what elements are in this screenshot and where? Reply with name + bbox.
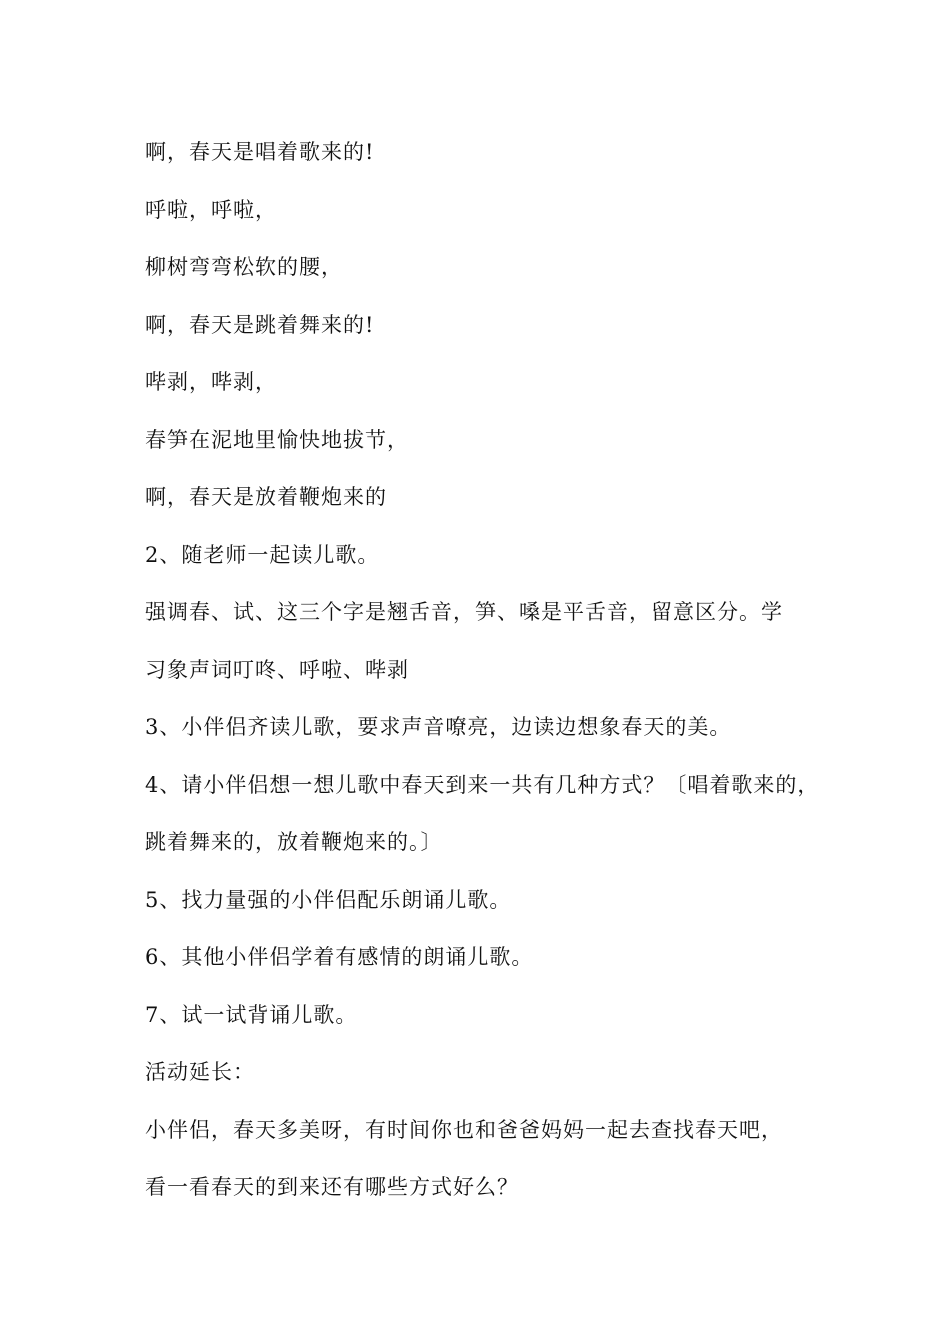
poem-line: 啊，春天是放着鞭炮来的 <box>145 485 387 509</box>
section-heading: 活动延长： <box>145 1060 255 1084</box>
poem-line: 啊，春天是跳着舞来的! <box>145 312 375 337</box>
step-item: 4、请小伴侣想一想儿歌中春天到来一共有几种方式？〔唱着歌来的， <box>145 772 820 797</box>
paragraph-line: 强调春、试、这三个字是翘舌音，笋、嗓是平舌音，留意区分。学 <box>145 600 783 624</box>
paragraph-line: 看一看春天的到来还有哪些方式好么？ <box>145 1175 519 1199</box>
step-item: 3、小伴侣齐读儿歌，要求声音嘹亮，边读边想象春天的美。 <box>145 715 732 739</box>
paragraph-line: 小伴侣，春天多美呀，有时间你也和爸爸妈妈一起去查找春天吧， <box>145 1117 783 1142</box>
document-body <box>145 130 845 1223</box>
poem-line: 啊，春天是唱着歌来的! <box>145 140 375 164</box>
step-item: 6、其他小伴侣学着有感情的朗诵儿歌。 <box>145 945 534 969</box>
poem-line: 哔剥，哔剥， <box>145 370 277 394</box>
paragraph-line: 跳着舞来的，放着鞭炮来的。〕 <box>145 830 443 854</box>
step-item: 2、随老师一起读儿歌。 <box>145 542 380 567</box>
step-item: 5、找力量强的小伴侣配乐朗诵儿歌。 <box>145 887 512 912</box>
poem-line: 春笋在泥地里愉快地拔节， <box>145 427 409 452</box>
step-item: 7、试一试背诵儿歌。 <box>145 1002 358 1027</box>
paragraph-line: 习象声词叮咚、呼啦、哔剥 <box>145 657 409 682</box>
poem-line: 柳树弯弯松软的腰， <box>145 255 343 279</box>
poem-line: 呼啦，呼啦， <box>145 197 277 222</box>
